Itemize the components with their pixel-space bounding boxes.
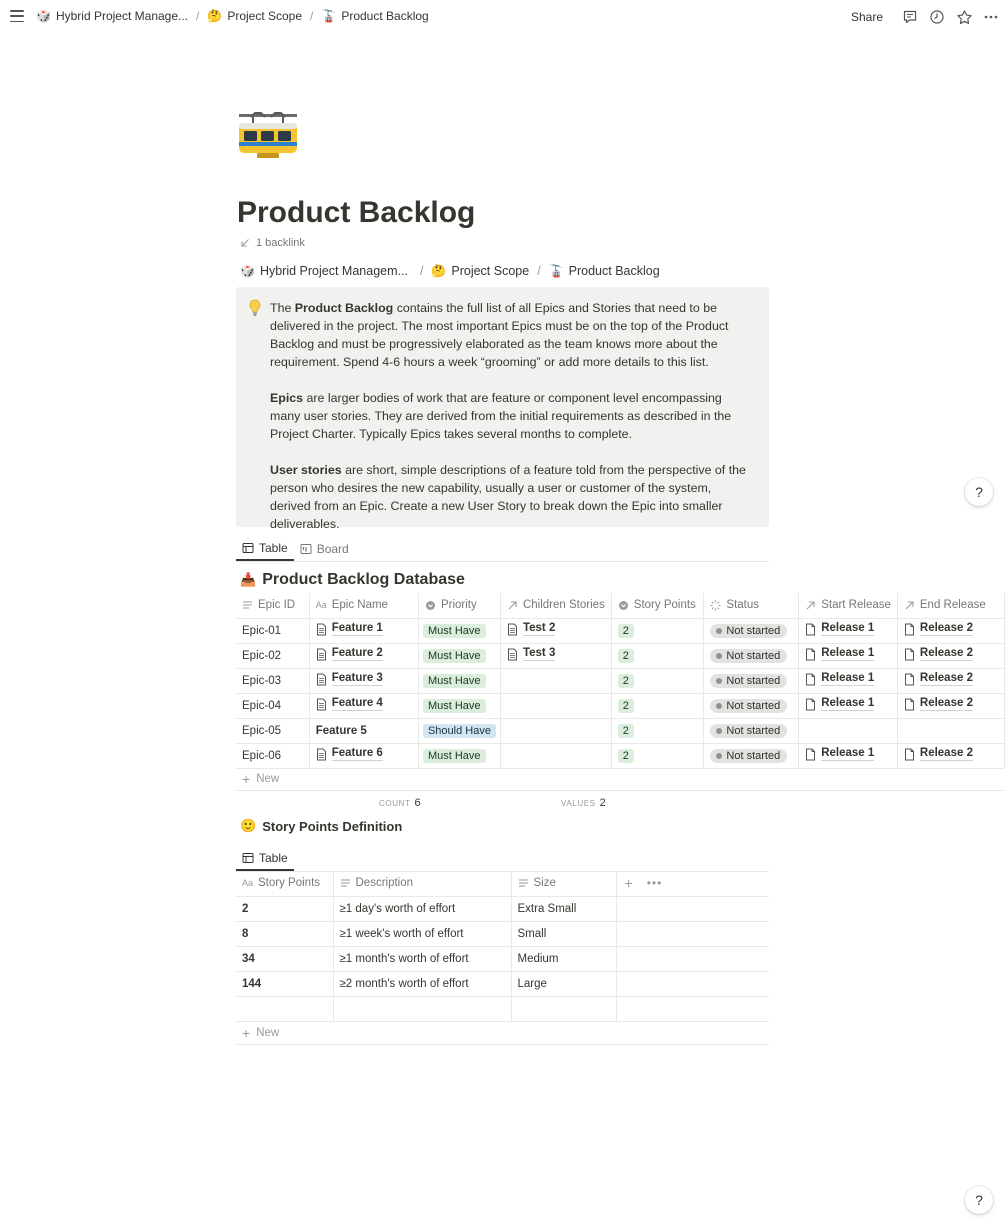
cell-priority[interactable] [418, 668, 500, 693]
breadcrumb-separator: / [310, 9, 314, 23]
page-breadcrumb-hybrid[interactable] [240, 264, 408, 278]
cell-story-points[interactable]: 8 [236, 921, 333, 946]
table-row[interactable] [236, 618, 1005, 643]
select-icon [618, 600, 629, 611]
column-header-epic-name[interactable]: Aa Epic Name [309, 593, 418, 618]
page-doc-icon [316, 648, 327, 661]
breadcrumb-label: Hybrid Project Managem... [259, 264, 408, 278]
thinking-face-icon: 🤔 [207, 9, 223, 23]
table-icon [242, 852, 254, 864]
cell-epic-name[interactable] [309, 668, 418, 693]
cell-status[interactable] [704, 693, 799, 718]
cell-story-points[interactable] [611, 743, 704, 768]
cell-epic-id[interactable]: Epic-05 [236, 718, 309, 743]
cell-status[interactable] [704, 643, 799, 668]
cell-story-points[interactable]: 34 [236, 946, 333, 971]
cell-priority[interactable] [418, 718, 500, 743]
page-link[interactable]: Release 1 [805, 647, 874, 661]
cell-priority[interactable] [418, 643, 500, 668]
story-points-tag: 2 [618, 699, 634, 713]
cell-start-release[interactable] [799, 668, 898, 693]
callout-paragraph-2: Epics are larger bodies of work that are feature or component level encompassing many user stories. They are derived from the initial requirements as described in the Project Charter. Typically Epics takes several months to complete. [270, 391, 732, 441]
cell-children-stories[interactable] [500, 643, 611, 668]
cell-end-release[interactable] [897, 693, 1004, 718]
table-icon [242, 542, 254, 554]
plus-icon: + [242, 770, 251, 787]
breadcrumb-separator: / [537, 264, 541, 278]
cell-epic-name[interactable] [309, 693, 418, 718]
column-header-children-stories[interactable]: Children Stories [500, 593, 611, 618]
tab-label: Table [259, 850, 288, 865]
text-lines-icon [340, 878, 351, 888]
count-calculation[interactable]: COUNT 6 [379, 797, 421, 809]
tab-label: Table [259, 540, 288, 555]
cell-epic-id[interactable]: Epic-02 [236, 643, 309, 668]
dice-icon: 🎲 [36, 9, 51, 23]
more-icon[interactable] [978, 6, 1004, 28]
cell-description[interactable]: ≥2 month's worth of effort [333, 971, 511, 996]
cell-empty[interactable] [616, 971, 769, 996]
cell-start-release[interactable] [799, 718, 898, 743]
values-calculation[interactable]: VALUES 2 [561, 797, 606, 809]
cell-description[interactable]: ≥1 week's worth of effort [333, 921, 511, 946]
topbar [0, 0, 1005, 34]
cell-end-release[interactable] [897, 618, 1004, 643]
cell-empty[interactable] [616, 946, 769, 971]
cell-epic-id[interactable]: Epic-06 [236, 743, 309, 768]
breadcrumb-label: Product Backlog [568, 264, 660, 278]
column-header-actions [616, 871, 769, 896]
database-title-label: Product Backlog Database [262, 571, 465, 588]
table-row[interactable] [236, 643, 1005, 668]
share-button[interactable]: Share [850, 10, 883, 24]
cell-priority[interactable] [418, 693, 500, 718]
lightbulb-icon [248, 299, 262, 317]
page-link[interactable]: Release 1 [805, 697, 874, 711]
backlog-new-row-button[interactable] [236, 767, 1005, 791]
tramway-icon: 🚡 [548, 264, 564, 278]
page-doc-icon [316, 748, 327, 761]
cell-empty[interactable] [616, 996, 769, 1021]
page-doc-icon [805, 623, 816, 636]
board-icon [300, 543, 312, 555]
table-row-empty[interactable] [236, 996, 769, 1021]
table-row[interactable] [236, 921, 769, 946]
table-row[interactable] [236, 971, 769, 996]
page-link[interactable]: Test 2 [507, 622, 555, 636]
cell-children-stories[interactable] [500, 718, 611, 743]
page-doc-icon [805, 748, 816, 761]
cell-children-stories[interactable] [500, 668, 611, 693]
comment-icon[interactable] [897, 6, 923, 28]
table-header-row [236, 871, 769, 896]
status-dot-icon [716, 703, 722, 709]
breadcrumb-item-hybrid[interactable] [36, 9, 188, 23]
cell-status[interactable] [704, 668, 799, 693]
priority-tag: Must Have [423, 749, 486, 763]
page-link[interactable]: Release 2 [904, 672, 973, 686]
page-doc-icon [904, 623, 915, 636]
column-header-size[interactable]: Size [511, 871, 616, 896]
page-link[interactable]: Release 2 [904, 647, 973, 661]
callout-paragraph-1: The Product Backlog contains the full list of all Epics and Stories that need to be delivered in the project. The most important Epics must be on the top of the Product Backlog and must be progressively elaborated as the team knows more about the requirement. Spend 4-6 hours a week “grooming” or add more details to this list. [270, 301, 729, 369]
relation-arrow-icon [805, 600, 816, 611]
new-label: New [256, 1026, 280, 1039]
page-link[interactable]: Feature 3 [316, 672, 383, 686]
priority-tag: Must Have [423, 624, 486, 638]
status-badge: Not started [710, 699, 787, 713]
cell-epic-id[interactable]: Epic-04 [236, 693, 309, 718]
table-row[interactable] [236, 946, 769, 971]
backlog-view-tabs [236, 536, 769, 562]
cell-children-stories[interactable] [500, 618, 611, 643]
page-link[interactable]: Feature 4 [316, 697, 383, 711]
cell-epic-name[interactable] [309, 618, 418, 643]
cell-status[interactable] [704, 718, 799, 743]
page-link[interactable]: Test 3 [507, 647, 555, 661]
page-doc-icon [904, 748, 915, 761]
cell-end-release[interactable] [897, 743, 1004, 768]
cell-empty[interactable] [511, 996, 616, 1021]
story-points-tag: 2 [618, 724, 634, 738]
cell-children-stories[interactable] [500, 693, 611, 718]
breadcrumb-label: Product Backlog [341, 9, 429, 23]
table-row[interactable] [236, 743, 1005, 768]
table-header-row [236, 593, 1005, 618]
column-header-story-points[interactable]: Story Points [611, 593, 704, 618]
cell-story-points[interactable] [611, 668, 704, 693]
priority-tag: Must Have [423, 649, 486, 663]
backlog-table [236, 593, 1005, 769]
cell-story-points[interactable] [611, 643, 704, 668]
inbox-icon: 📥 [240, 572, 257, 588]
page-link[interactable]: Release 1 [805, 747, 874, 761]
story-points-view-tabs [236, 846, 769, 872]
story-points-title[interactable] [240, 819, 402, 834]
cell-story-points[interactable] [611, 618, 704, 643]
cell-end-release[interactable] [897, 668, 1004, 693]
cell-epic-name[interactable]: Feature 5 [309, 718, 418, 743]
column-header-epic-id[interactable]: Epic ID [236, 593, 309, 618]
more-icon[interactable]: ••• [646, 876, 663, 891]
backlink-button[interactable] [240, 237, 305, 249]
menu-icon[interactable] [10, 10, 24, 22]
page-link[interactable]: Release 1 [805, 672, 874, 686]
cell-end-release[interactable] [897, 718, 1004, 743]
status-dot-icon [716, 653, 722, 659]
status-loader-icon [710, 600, 721, 611]
cell-start-release[interactable] [799, 743, 898, 768]
help-button[interactable]: ? [965, 1186, 993, 1214]
cell-start-release[interactable] [799, 618, 898, 643]
cell-empty[interactable] [333, 996, 511, 1021]
cell-description[interactable]: ≥1 month's worth of effort [333, 946, 511, 971]
story-points-title-label: Story Points Definition [262, 819, 403, 834]
page-doc-icon [904, 698, 915, 711]
page-icon-tramway[interactable] [237, 108, 299, 162]
cell-story-points[interactable] [611, 693, 704, 718]
story-points-table [236, 871, 769, 1022]
table-row[interactable] [236, 896, 769, 921]
cell-empty[interactable] [236, 996, 333, 1021]
page-doc-icon [507, 648, 518, 661]
title-icon: Aa [242, 878, 254, 889]
page-doc-icon [316, 673, 327, 686]
story-points-tag: 2 [618, 749, 634, 763]
cell-end-release[interactable] [897, 643, 1004, 668]
dice-icon: 🎲 [240, 264, 255, 278]
story-points-tag: 2 [618, 624, 634, 638]
page-link[interactable]: Feature 6 [316, 747, 383, 761]
cell-status[interactable] [704, 743, 799, 768]
tab-label: Board [316, 541, 349, 556]
status-dot-icon [716, 753, 722, 759]
smiling-face-icon: 🙂 [240, 819, 257, 834]
plus-icon: + [242, 1024, 251, 1041]
cell-description[interactable]: ≥1 day's worth of effort [333, 896, 511, 921]
cell-epic-id[interactable]: Epic-01 [236, 618, 309, 643]
tab-table[interactable] [236, 536, 294, 561]
cell-story-points[interactable]: 2 [236, 896, 333, 921]
breadcrumb-label: Project Scope [451, 264, 530, 278]
story-points-tag: 2 [618, 649, 634, 663]
page-link[interactable]: Feature 2 [316, 647, 383, 661]
page-link[interactable]: Feature 1 [316, 622, 383, 636]
table-row[interactable] [236, 693, 1005, 718]
column-header-description[interactable]: Description [333, 871, 511, 896]
status-badge: Not started [710, 649, 787, 663]
column-header-start-release[interactable]: Start Release [799, 593, 898, 618]
story-points-new-row-button[interactable] [236, 1021, 769, 1045]
column-header-priority[interactable]: Priority [418, 593, 500, 618]
text-lines-icon [242, 600, 253, 610]
cell-size[interactable]: Large [511, 971, 616, 996]
priority-tag: Must Have [423, 699, 486, 713]
page-doc-icon [507, 623, 518, 636]
breadcrumb [36, 9, 429, 23]
cell-empty[interactable] [616, 921, 769, 946]
database-title[interactable] [240, 571, 465, 589]
cell-priority[interactable] [418, 618, 500, 643]
table-row[interactable] [236, 718, 1005, 743]
title-icon: Aa [315, 600, 327, 611]
page-doc-icon [316, 623, 327, 636]
breadcrumb-separator: / [196, 9, 200, 23]
top-actions [845, 6, 1005, 28]
page-doc-icon [316, 698, 327, 711]
breadcrumb-label: Hybrid Project Manage... [55, 9, 189, 23]
status-badge: Not started [710, 724, 787, 738]
cell-story-points[interactable] [611, 718, 704, 743]
tab-table[interactable] [236, 846, 294, 871]
text-lines-icon [518, 878, 529, 888]
table-row[interactable] [236, 668, 1005, 693]
page-doc-icon [805, 698, 816, 711]
status-dot-icon [716, 728, 722, 734]
callout-paragraph-3: User stories are short, simple descriptions of a feature told from the perspective of the person who desires the new capability, usually a user or customer of the system, derived from an Epic. Create a new User Story to break down the Epic into smaller deliverables. [270, 463, 746, 531]
tab-board[interactable] [294, 536, 355, 561]
add-property-icon[interactable]: + [624, 875, 633, 892]
column-header-story-points[interactable]: Aa Story Points [236, 871, 333, 896]
status-badge: Not started [710, 674, 787, 688]
page-title: Product Backlog [237, 196, 476, 229]
cell-story-points[interactable]: 144 [236, 971, 333, 996]
breadcrumb-separator: / [419, 264, 424, 278]
status-dot-icon [716, 678, 722, 684]
cell-size[interactable]: Small [511, 921, 616, 946]
cell-status[interactable] [704, 618, 799, 643]
backlink-label: 1 backlink [256, 237, 305, 249]
new-label: New [256, 772, 280, 785]
breadcrumb-label: Project Scope [227, 9, 303, 23]
count-value: 6 [414, 797, 421, 809]
relation-arrow-icon [904, 600, 915, 611]
page-breadcrumb-backlog[interactable] [549, 264, 660, 278]
breadcrumb-item-scope[interactable] [207, 9, 302, 23]
page-doc-icon [805, 673, 816, 686]
relation-arrow-icon [507, 600, 518, 611]
page-breadcrumb-scope[interactable] [431, 264, 529, 278]
status-dot-icon [716, 628, 722, 634]
cell-epic-id[interactable]: Epic-03 [236, 668, 309, 693]
page-breadcrumb [240, 264, 660, 278]
cell-children-stories[interactable] [500, 743, 611, 768]
cell-epic-name[interactable] [309, 743, 418, 768]
cell-start-release[interactable] [799, 693, 898, 718]
status-badge: Not started [710, 624, 787, 638]
page-doc-icon [904, 648, 915, 661]
column-header-end-release[interactable]: End Release [897, 593, 1004, 618]
page-doc-icon [805, 648, 816, 661]
cell-size[interactable]: Medium [511, 946, 616, 971]
cell-size[interactable]: Extra Small [511, 896, 616, 921]
page-link[interactable]: Release 2 [904, 622, 973, 636]
priority-tag: Must Have [423, 674, 486, 688]
cell-start-release[interactable] [799, 643, 898, 668]
page-link[interactable]: Release 1 [805, 622, 874, 636]
thinking-face-icon: 🤔 [431, 264, 447, 278]
callout [236, 287, 769, 531]
values-value: 2 [599, 797, 606, 809]
priority-tag: Should Have [423, 724, 496, 738]
arrow-down-left-icon [240, 238, 250, 248]
tramway-icon: 🚡 [321, 9, 337, 23]
breadcrumb-item-backlog[interactable] [321, 9, 428, 23]
help-button[interactable]: ? [965, 478, 993, 506]
page-link[interactable]: Release 2 [904, 697, 973, 711]
story-points-tag: 2 [618, 674, 634, 688]
select-icon [425, 600, 436, 611]
cell-epic-name[interactable] [309, 643, 418, 668]
page-doc-icon [904, 673, 915, 686]
column-header-status[interactable]: Status [704, 593, 799, 618]
cell-empty[interactable] [616, 896, 769, 921]
page-link[interactable]: Release 2 [904, 747, 973, 761]
status-badge: Not started [710, 749, 787, 763]
star-icon[interactable] [951, 6, 977, 28]
cell-priority[interactable] [418, 743, 500, 768]
clock-icon[interactable] [924, 6, 950, 28]
